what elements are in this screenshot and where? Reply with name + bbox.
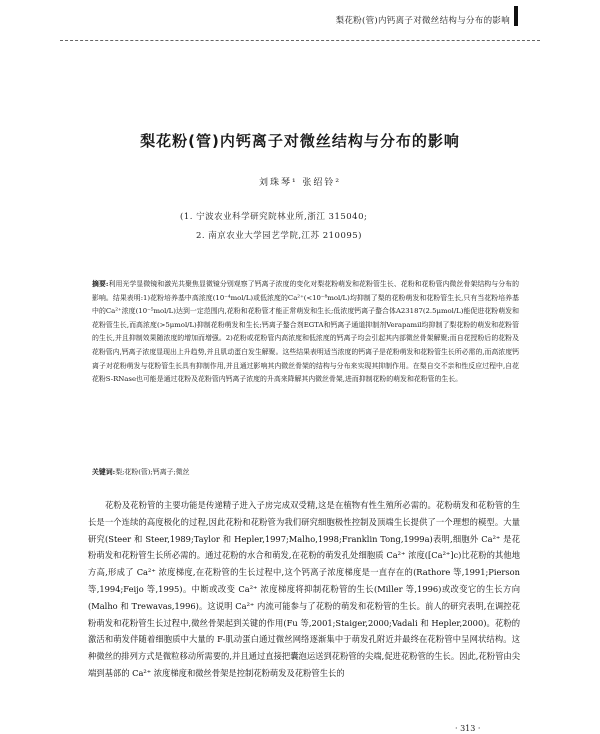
- keywords: [92, 466, 519, 476]
- running-head: 梨花粉(管)内钙离子对微丝结构与分布的影响: [335, 16, 510, 26]
- page-number: · 313 ·: [455, 724, 481, 733]
- article-authors: 刘珠琴¹ 张绍铃²: [258, 178, 342, 188]
- header-mark: [514, 6, 518, 26]
- header-rule: [60, 40, 540, 41]
- article-title: 梨花粉(管)内钙离子对微丝结构与分布的影响: [140, 132, 460, 150]
- abstract-label: 摘要:: [92, 280, 109, 288]
- keywords-label: 关键词:: [92, 468, 116, 476]
- affiliation-2: 2. 南京农业大学园艺学院,江苏 210095): [196, 231, 362, 241]
- abstract-text: 利用光学显微镜和激光共聚焦显微镜分别观察了钙离子浓度的变化对梨花粉萌发和花粉管生长、花粉和花粉管内微丝骨架结构与分布的影响。结果表明:1)花粉培养基中高浓度(10⁻⁴mol/L)或低浓度的Ca²⁺(<10⁻⁸mol/L)均抑制了梨的花粉萌发和花粉管生长,只有当花粉培养基中的Ca²⁺浓度(10⁻⁵mol/L)达到一定范围内,花粉和花粉管才能正常萌发和生长;低浓度钙离子螯合体A23187(2.5μmol/L)能促进花粉萌发和花粉管生长,而高浓度(>5μmol/L)抑制花粉萌发和生长;钙离子螯合剂EGTA和钙离子通道抑制剂Verapamil均抑制了梨花粉的萌发和花粉管的生长,并且抑制效果随浓度的增加而增强。2)花粉或花粉管内高浓度和低浓度的钙离子均会引起其内部微丝骨架解聚;而自花授粉后的花粉及花粉管内,钙离子浓度显现出上升趋势,并且肌动蛋白发生解聚。这些结果表明适当浓度的钙离子是花粉萌发和花粉管生长所必需的,而高浓度钙离子对花粉萌发与花粉管生长具有抑制作用,并且通过影响其内微丝骨架的结构与分布来实现其抑制作用。在梨自交不亲和性反应过程中,自花花粉S-RNase也可能是通过花粉及花粉管内钙离子浓度的升高来降解其内微丝骨架,进而抑制花粉的萌发和花粉管的生长。: [92, 280, 519, 384]
- affiliation-1: (1. 宁波农业科学研究院林业所,浙江 315040;: [180, 212, 368, 222]
- body-paragraph: 花粉及花粉管的主要功能是传递精子进入子房完成双受精,这是在植物有性生殖所必需的。花粉萌发和花粉管的生长是一个连续的高度极化的过程,因此花粉和花粉管为我们研究细胞极性控制及顶端生长提供了一个理想的模型。大量研究(Steer 和 Steer,1989;Taylor 和 Hepler,1997;Malho,1998;Franklin Tong,1999a)表明,细胞外 Ca²⁺ 是花粉萌发和花粉管生长所必需的。通过花粉的水合和萌发,在花粉的萌发孔处细胞质 Ca²⁺ 浓度([Ca²⁺]c)比花粉的其他地方高,形成了 Ca²⁺ 浓度梯度,在花粉管的生长过程中,这个钙离子浓度梯度是一直存在的(Rathore 等,1991;Pierson 等,1994;Feijo 等,1995)。中断或改变 Ca²⁺ 浓度梯度将抑制花粉管的生长(Miller 等,1996)或改变它的生长方向(Malho 和 Trewavas,1996)。这说明 Ca²⁺ 内流可能参与了花粉的萌发和花粉管的生长。前人的研究表明,在调控花粉萌发和花粉管生长过程中,微丝骨架起到关键的作用(Fu 等,2001;Staiger,2000;Vadali 和 Hepler,2000)。花粉的激活和萌发伴随着细胞质中大量的 F-肌动蛋白通过微丝网络逐渐集中于萌发孔附近并最终在花粉管中呈网状结构。这种微丝的排列方式是微粒移动所需要的,并且通过直接把囊泡运送到花粉管的尖端,促进花粉管的生长。因此,花粉管由尖端到基部的 Ca²⁺ 浓度梯度和微丝骨架是控制花粉萌发及花粉管生长的: [88, 500, 520, 678]
- keywords-text: 梨;花粉(管);钙离子;微丝: [115, 468, 190, 476]
- abstract: [92, 278, 519, 387]
